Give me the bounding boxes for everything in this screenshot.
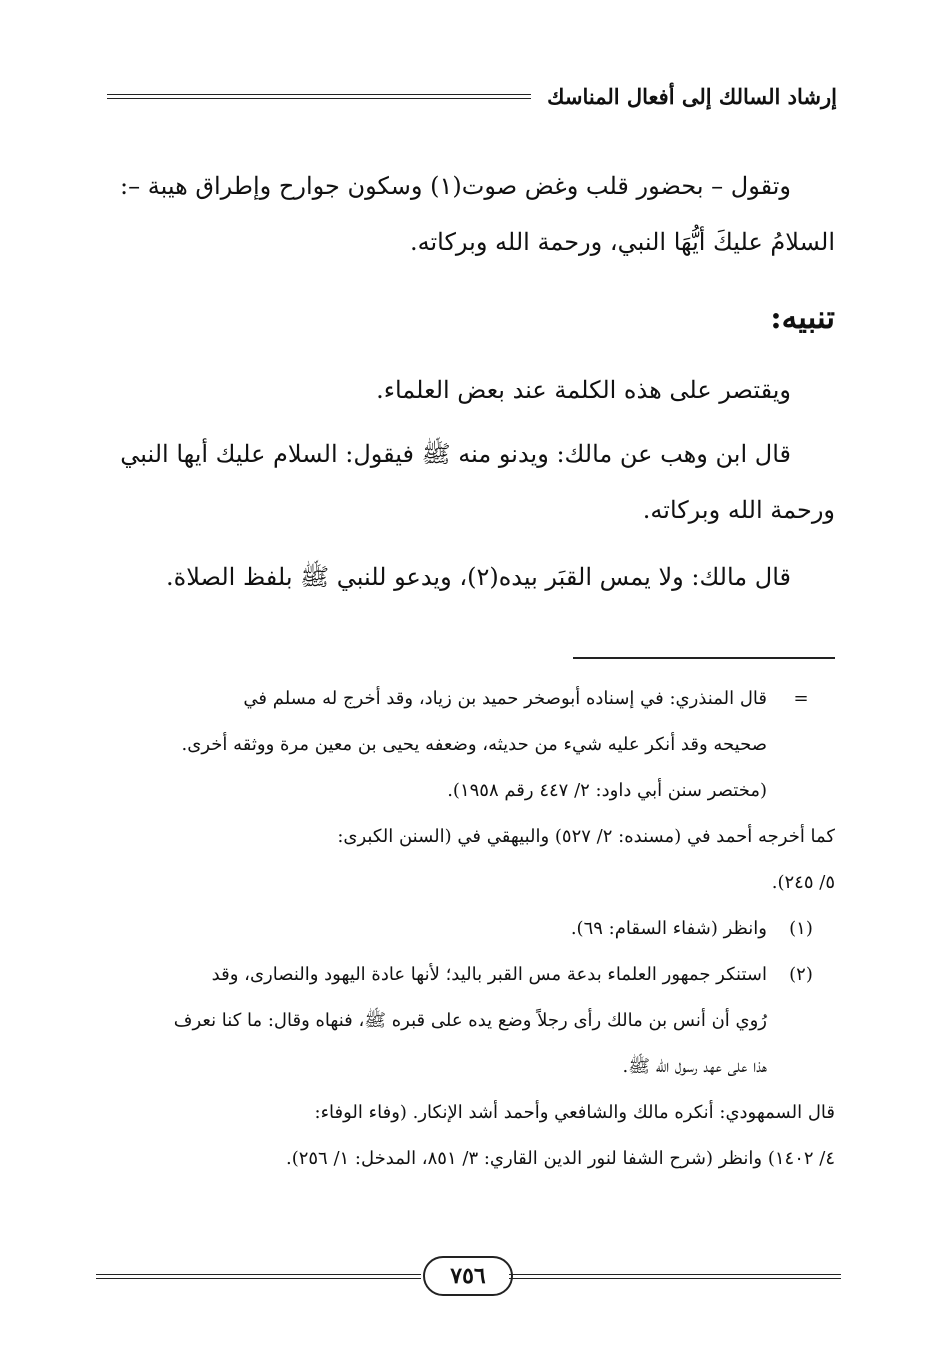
footnote-line: كما أخرجه أحمد في (مسنده: ٢/ ٥٢٧) والبيهقي في (السنن الكبرى: [337,826,835,847]
footnote-continuation [110,676,835,814]
footnote-line: ٥/ ٢٤٥). [771,872,835,893]
footnote-line: هذا على عهد رسول الله ﷺ. [622,1056,767,1077]
main-text [110,158,835,270]
paragraph-line: ورحمة الله وبركاته. [642,496,835,524]
main-text [110,549,835,605]
footnote-line: رُوي أن أنس بن مالك رأى رجلاً وضع يده على قبره ﷺ، فنهاه وقال: ما كنا نعرف [173,1010,767,1031]
footnotes [110,676,835,1182]
footer-rule-left [96,1274,421,1279]
paragraph-line: ويقتصر على هذه الكلمة عند بعض العلماء. [376,376,791,404]
footnote-line: صحيحه وقد أنكر عليه شيء من حديثه، وضعفه يحيى بن معين مرة ووثقه أخرى. [181,734,767,755]
page-footer [96,1253,841,1299]
page-number: ٧٥٦ [423,1256,513,1296]
footnote-separator [573,657,835,659]
footnote-continuation-full [110,814,835,906]
main-text [110,362,835,418]
footnote-line: استنكر جمهور العلماء بدعة مس القبر باليد؛ لأنها عادة اليهود والنصارى، وقد [211,964,767,985]
section-heading: تنبيه: [770,300,835,336]
footnote-1 [110,906,835,952]
running-title: إرشاد السالك إلى أفعال المناسك [547,83,837,109]
paragraph-line: قال مالك: ولا يمس القبَر بيده(٢)، ويدعو للنبي ﷺ بلفظ الصلاة. [166,563,791,591]
footnote-marker: (٢) [789,964,813,985]
footer-rule-right [509,1274,841,1279]
footnote-line: وانظر (شفاء السقام: ٦٩). [570,918,767,939]
paragraph-line: وتقول – بحضور قلب وغض صوت(١) وسكون جوارح وإطراق هيبة –: [120,172,791,200]
header-rule [107,94,531,99]
footnote-2 [110,952,835,1090]
main-text [110,426,835,538]
footnote-marker: (١) [789,918,813,939]
continuation-marker: = [793,688,809,709]
paragraph-line: السلامُ عليكَ أيُّهَا النبي، ورحمة الله وبركاته. [410,228,835,256]
footnote-line: قال السمهودي: أنكره مالك والشافعي وأحمد أشد الإنكار. (وفاء الوفاء: [314,1102,835,1123]
footnote-2-quote [110,1090,835,1182]
paragraph-line: قال ابن وهب عن مالك: ويدنو منه ﷺ فيقول: السلام عليك أيها النبي [120,440,791,468]
footnote-line: ٤/ ١٤٠٢) وانظر (شرح الشفا لنور الدين القاري: ٣/ ٨٥١، المدخل: ١/ ٢٥٦). [285,1148,835,1169]
footnote-line: (مختصر سنن أبي داود: ٢/ ٤٤٧ رقم ١٩٥٨). [447,780,767,801]
footnote-line: قال المنذري: في إسناده أبوصخر حميد بن زياد، وقد أخرج له مسلم في [243,688,767,709]
running-header [107,78,837,114]
